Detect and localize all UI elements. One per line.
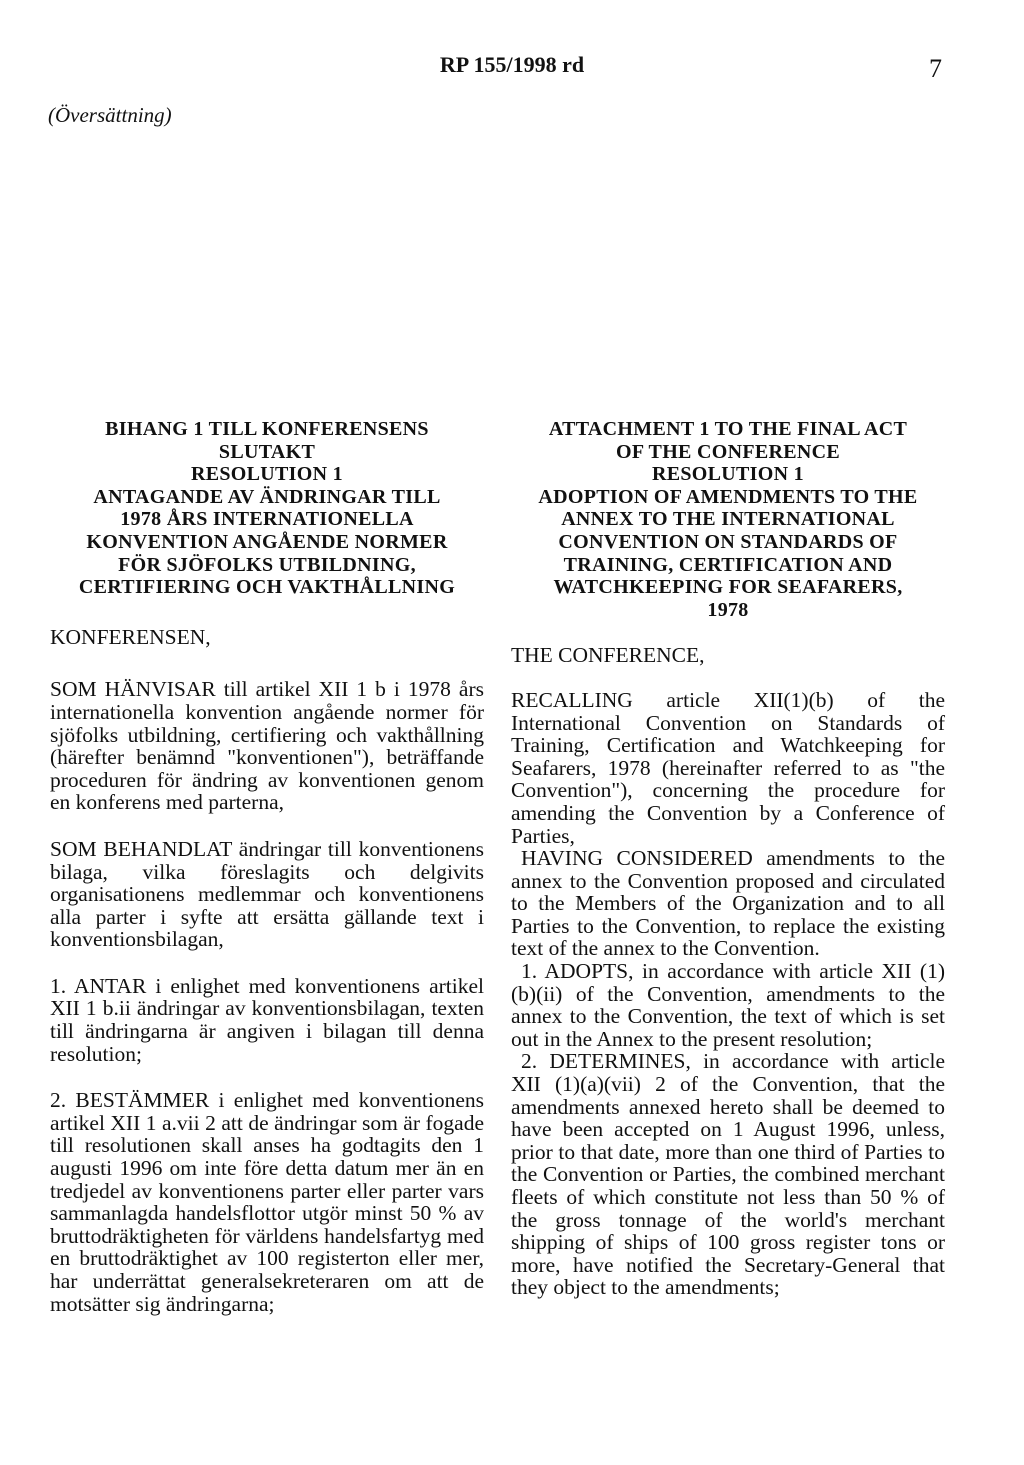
page-header [0, 52, 1024, 88]
paragraph-determines: 2. DETERMINES, in accordance with article XII (1)(a)(vii) 2 of the Convention, that the amendments annexed hereto shall be deemed to have been accepted on 1 August 1996, unless, prior to that date, more than one third of Parties to the Convention or Parties, the combined merchant fleets of which constitute not less than 50 % of the gross tonnage of the world's merchant shipping of ships of 100 gross register tons or more, have notified the Secretary-General that they object to the amendments; [511, 1049, 945, 1300]
heading-line: SLUTAKT [218, 440, 316, 463]
heading-line: ADOPTION OF AMENDMENTS TO THE [538, 485, 918, 508]
swedish-column [50, 418, 484, 1315]
heading-line: RESOLUTION 1 [191, 463, 343, 486]
heading-line: KONVENTION ANGÅENDE NORMER [86, 530, 448, 553]
heading-line: 1978 ÅRS INTERNATIONELLA [120, 508, 414, 531]
paragraph-considered: SOM BEHANDLAT ändringar till konventionens bilaga, vilka föreslagits och delgivits organisationens medlemmar och konventionens alla parter i syfte att ersätta gällande text i konventionsbilagan, [50, 836, 484, 952]
paragraph-recalling: SOM HÄNVISAR till artikel XII 1 b i 1978 års internationella konvention angående normer för sjöfolks utbildning, certifiering och vakthållning (härefter benämnd "konventionen"), beträffande proceduren för ändring av konventionen genom en konferens med parterna, [50, 677, 484, 815]
heading-line: TRAINING, CERTIFICATION AND [563, 553, 893, 576]
paragraph-adopts: 1. ADOPTS, in accordance with article XII (1)(b)(ii) of the Convention, amendments to the annex to the Convention, the text of which is set out in the Annex to the present resolution; [511, 959, 945, 1051]
heading-line: BIHANG 1 TILL KONFERENSENS [105, 418, 429, 440]
translation-note: (Översättning) [48, 103, 172, 127]
page-number: 7 [929, 54, 942, 83]
english-heading [511, 418, 945, 621]
paragraph-recalling: RECALLING article XII(1)(b) of the International Convention on Standards of Training, Certification and Watchkeeping for Seafarers, 1978 (hereinafter referred to as "the Convention"), concerning the procedure for amending the Convention by a Conference of Parties, [511, 687, 945, 848]
heading-line: WATCHKEEPING FOR SEAFARERS, [553, 576, 903, 599]
paragraph-considered: HAVING CONSIDERED amendments to the annex to the Convention proposed and circulated to the Members of the Organization and to all Parties to the Convention, to replace the existing text of the annex to the Convention. [511, 846, 945, 961]
conference-label: THE CONFERENCE, [511, 643, 705, 668]
paragraph-adopts: 1. ANTAR i enlighet med konventionens artikel XII 1 b.ii ändringar av konventionsbilagan, texten till ändringarna är angiven i bilagan till denna resolution; [50, 973, 484, 1066]
paragraph-determines: 2. BESTÄMMER i enlighet med konventionens artikel XII 1 a.vii 2 att de ändringar som är fogade till resolutionen skall anses ha godtagits den 1 augusti 1996 om inte före detta datum mer än en tredjedel av konventionens parter eller parter vars sammanlagda handelsflottor utgör minst 50 % av bruttodräktigheten för världens handelsfartyg med en bruttodräktighet av 100 registerton eller mer, har underrättat generalsekreteraren om att de motsätter sig ändringarna; [50, 1088, 484, 1316]
heading-line: RESOLUTION 1 [652, 463, 804, 486]
english-column [511, 418, 945, 1299]
heading-line: ATTACHMENT 1 TO THE FINAL ACT [548, 418, 908, 440]
heading-line: CONVENTION ON STANDARDS OF [558, 530, 898, 553]
heading-line: ANTAGANDE AV ÄNDRINGAR TILL [93, 485, 441, 508]
heading-line: CERTIFIERING OCH VAKTHÅLLNING [78, 576, 456, 599]
conference-label: KONFERENSEN, [50, 624, 211, 649]
heading-line: FÖR SJÖFOLKS UTBILDNING, [118, 553, 416, 576]
heading-line: 1978 [707, 598, 749, 621]
document-reference: RP 155/1998 rd [439, 52, 585, 77]
swedish-heading [50, 418, 484, 599]
heading-line: ANNEX TO THE INTERNATIONAL [561, 508, 895, 531]
heading-line: OF THE CONFERENCE [615, 440, 841, 463]
